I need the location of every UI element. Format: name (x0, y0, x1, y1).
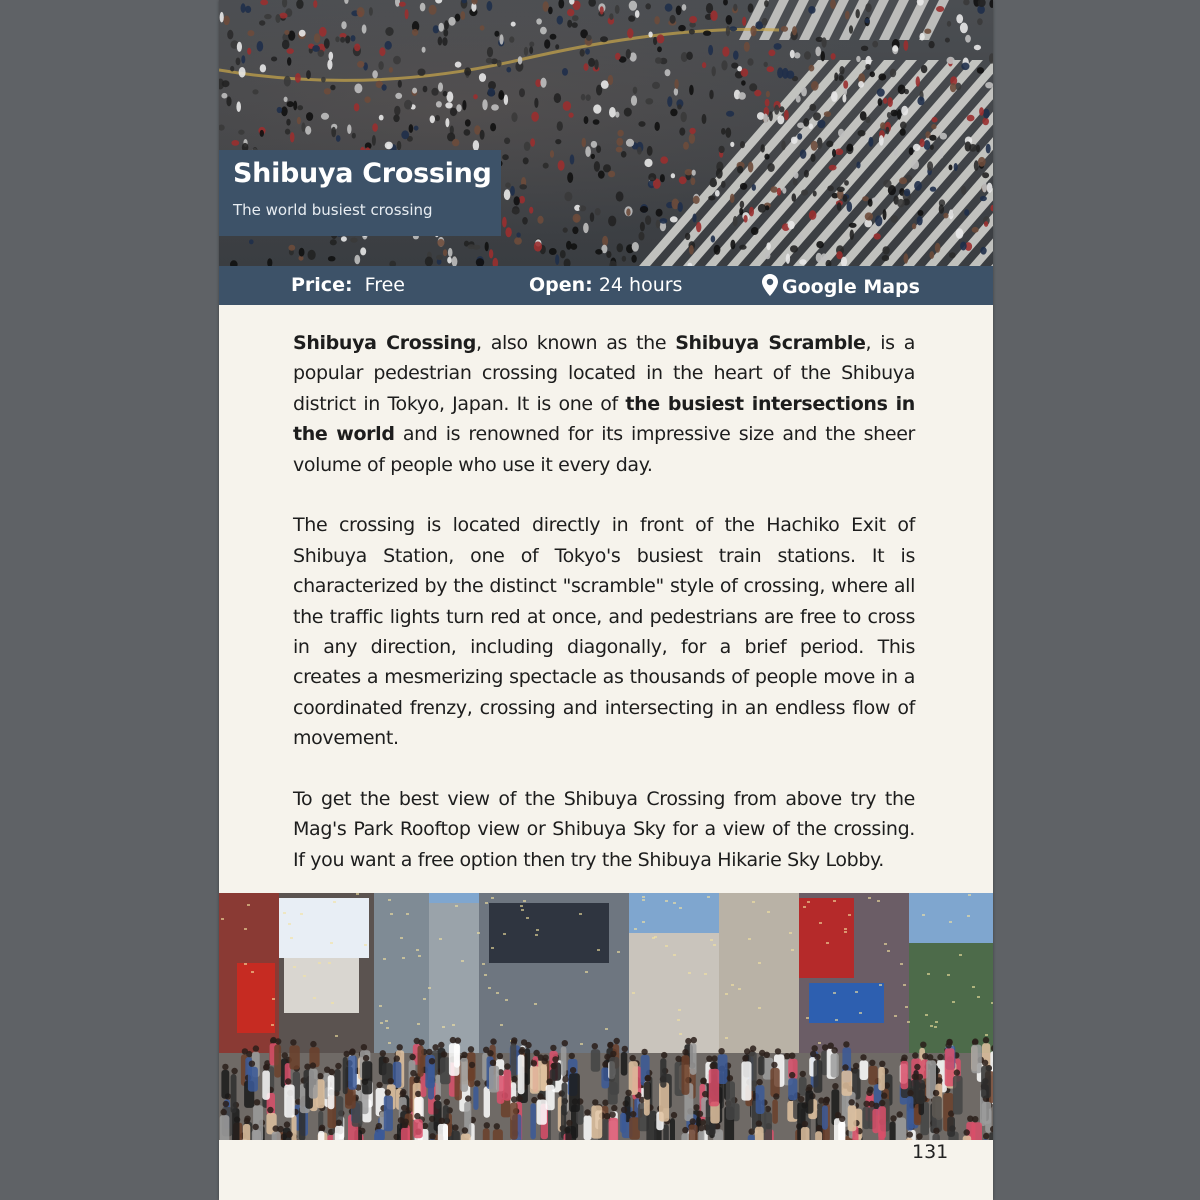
text-run: , also known as the (476, 332, 676, 354)
bold-phrase: Shibuya Crossing (293, 332, 477, 354)
street-level-photo (219, 893, 993, 1140)
page-title: Shibuya Crossing (233, 158, 492, 189)
guidebook-page (219, 0, 993, 1200)
price-label: Price: (291, 274, 353, 296)
street-crowd-illustration (219, 893, 993, 1140)
bold-phrase: Shibuya Scramble (675, 332, 866, 354)
open-value: 24 hours (598, 274, 683, 296)
info-bar (219, 266, 993, 305)
bold-phrase: the busiest intersections in the world (293, 392, 915, 446)
google-maps-link[interactable] (762, 274, 920, 298)
paragraph-viewpoints: To get the best view of the Shibuya Crossing from above try the Mag's Park Rooftop view or Shibuya Sky for a view of the crossing. If you want a free option then try the Shibuya Hikarie Sky Lobby. (293, 788, 915, 871)
open-label: Open: (529, 274, 593, 296)
paragraph-intro (293, 328, 915, 480)
price-info (291, 274, 405, 296)
aerial-crossing-photo (219, 0, 993, 266)
map-pin-icon (762, 274, 778, 296)
open-info (529, 274, 682, 296)
page-number: 131 (912, 1141, 949, 1163)
text-run: and is renowned for its impressive size and the sheer volume of people who use it every day. (293, 423, 915, 476)
paragraph-location: The crossing is located directly in front of the Hachiko Exit of Shibuya Station, one of Tokyo's busiest train stations. It is characterized by the distinct "scramble" style of crossing, where all the traffic lights turn red at once, and pedestrians are free to cross in any direction, including diagonally, for a brief period. This creates a mesmerizing spectacle as thousands of people move in a coordinated frenzy, crossing and intersecting in an endless flow of movement. (293, 514, 915, 750)
title-box (219, 150, 501, 236)
price-value: Free (364, 274, 405, 296)
text-run: , is a popular pedestrian crossing located in the heart of the Shibuya district in Tokyo, Japan. It is one of (293, 332, 916, 415)
google-maps-label: Google Maps (782, 276, 920, 298)
article-body (293, 328, 915, 906)
page-subtitle: The world busiest crossing (233, 201, 433, 219)
